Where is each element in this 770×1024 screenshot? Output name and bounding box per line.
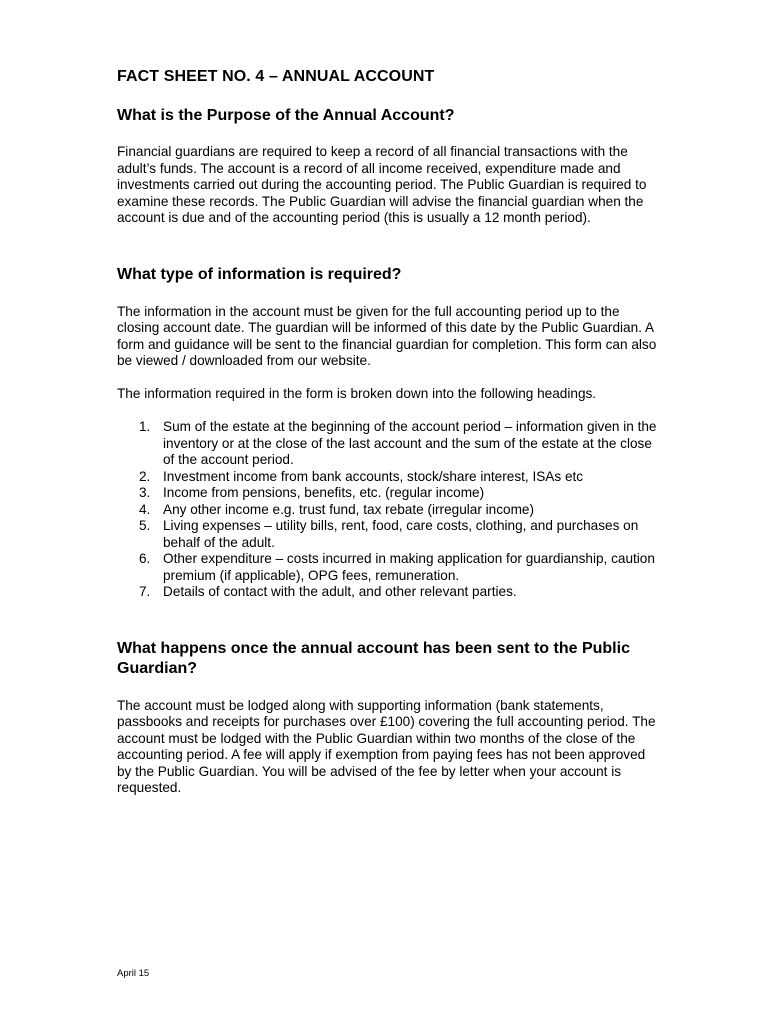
list-item bbox=[117, 502, 662, 519]
list-item-text: Income from pensions, benefits, etc. (regular income) bbox=[163, 485, 485, 500]
section-body-information: The information in the account must be given for the full accounting period up to the closing account date. The guardian will be informed of this date by the Public Guardian. A form and guidance will be sent to the financial guardian for completion. This form can also be viewed / downloaded from our website. bbox=[117, 303, 657, 368]
section-heading-purpose: What is the Purpose of the Annual Account? bbox=[117, 107, 455, 124]
page-title: FACT SHEET NO. 4 – ANNUAL ACCOUNT bbox=[117, 68, 435, 85]
section-body-after-sending: The account must be lodged along with supporting information (bank statements, passbooks and receipts for purchases over £100) covering the full accounting period. The account must be lodged with the Public Guardian within two months of the close of the accounting period. A fee will apply if exemption from paying fees has not been approved by the Public Guardian. You will be advised of the fee by letter when your account is requested. bbox=[117, 697, 656, 795]
section-body-headings: The information required in the form is broken down into the following headings. bbox=[117, 385, 597, 401]
list-item-number: 4. bbox=[139, 501, 151, 517]
list-item-text: Living expenses – utility bills, rent, food, care costs, clothing, and purchases on behalf of the adult. bbox=[163, 518, 639, 550]
list-item bbox=[117, 518, 662, 551]
list-item-number: 6. bbox=[139, 551, 151, 566]
section-heading-information: What type of information is required? bbox=[117, 265, 402, 283]
section-heading-after-sending: What happens once the annual account has been sent to the Public Guardian? bbox=[117, 639, 630, 677]
list-item-text: Details of contact with the adult, and other relevant parties. bbox=[163, 584, 517, 599]
list-item bbox=[117, 551, 662, 584]
list-item-text: Any other income e.g. trust fund, tax rebate (irregular income) bbox=[163, 501, 534, 517]
list-item bbox=[117, 419, 662, 469]
list-item-number: 3. bbox=[139, 485, 151, 500]
list-item-number: 2. bbox=[139, 468, 151, 484]
list-item bbox=[117, 469, 662, 486]
section-body-purpose: Financial guardians are required to keep a record of all financial transactions with the adult’s funds. The account is a record of all income received, expenditure made and investments carried out during the accounting period. The Public Guardian is required to examine these records. The Public Guardian will advise the financial guardian when the account is due and of the accounting period (this is usually a 12 month period). bbox=[117, 144, 647, 225]
list-item-number: 7. bbox=[139, 584, 151, 599]
list-item-number: 5. bbox=[139, 518, 151, 533]
list-item bbox=[117, 485, 662, 502]
list-item-text: Investment income from bank accounts, stock/share interest, ISAs etc bbox=[163, 468, 584, 484]
document-page bbox=[117, 66, 662, 797]
list-item-text: Sum of the estate at the beginning of the account period – information given in the inventory or at the close of the last account and the sum of the estate at the close of the account period. bbox=[163, 419, 657, 467]
list-item bbox=[117, 584, 662, 601]
list-item-text: Other expenditure – costs incurred in making application for guardianship, caution premium (if applicable), OPG fees, remuneration. bbox=[163, 551, 655, 583]
list-item-number: 1. bbox=[139, 419, 151, 434]
headings-list bbox=[117, 419, 662, 601]
footer-date: April 15 bbox=[117, 968, 150, 979]
